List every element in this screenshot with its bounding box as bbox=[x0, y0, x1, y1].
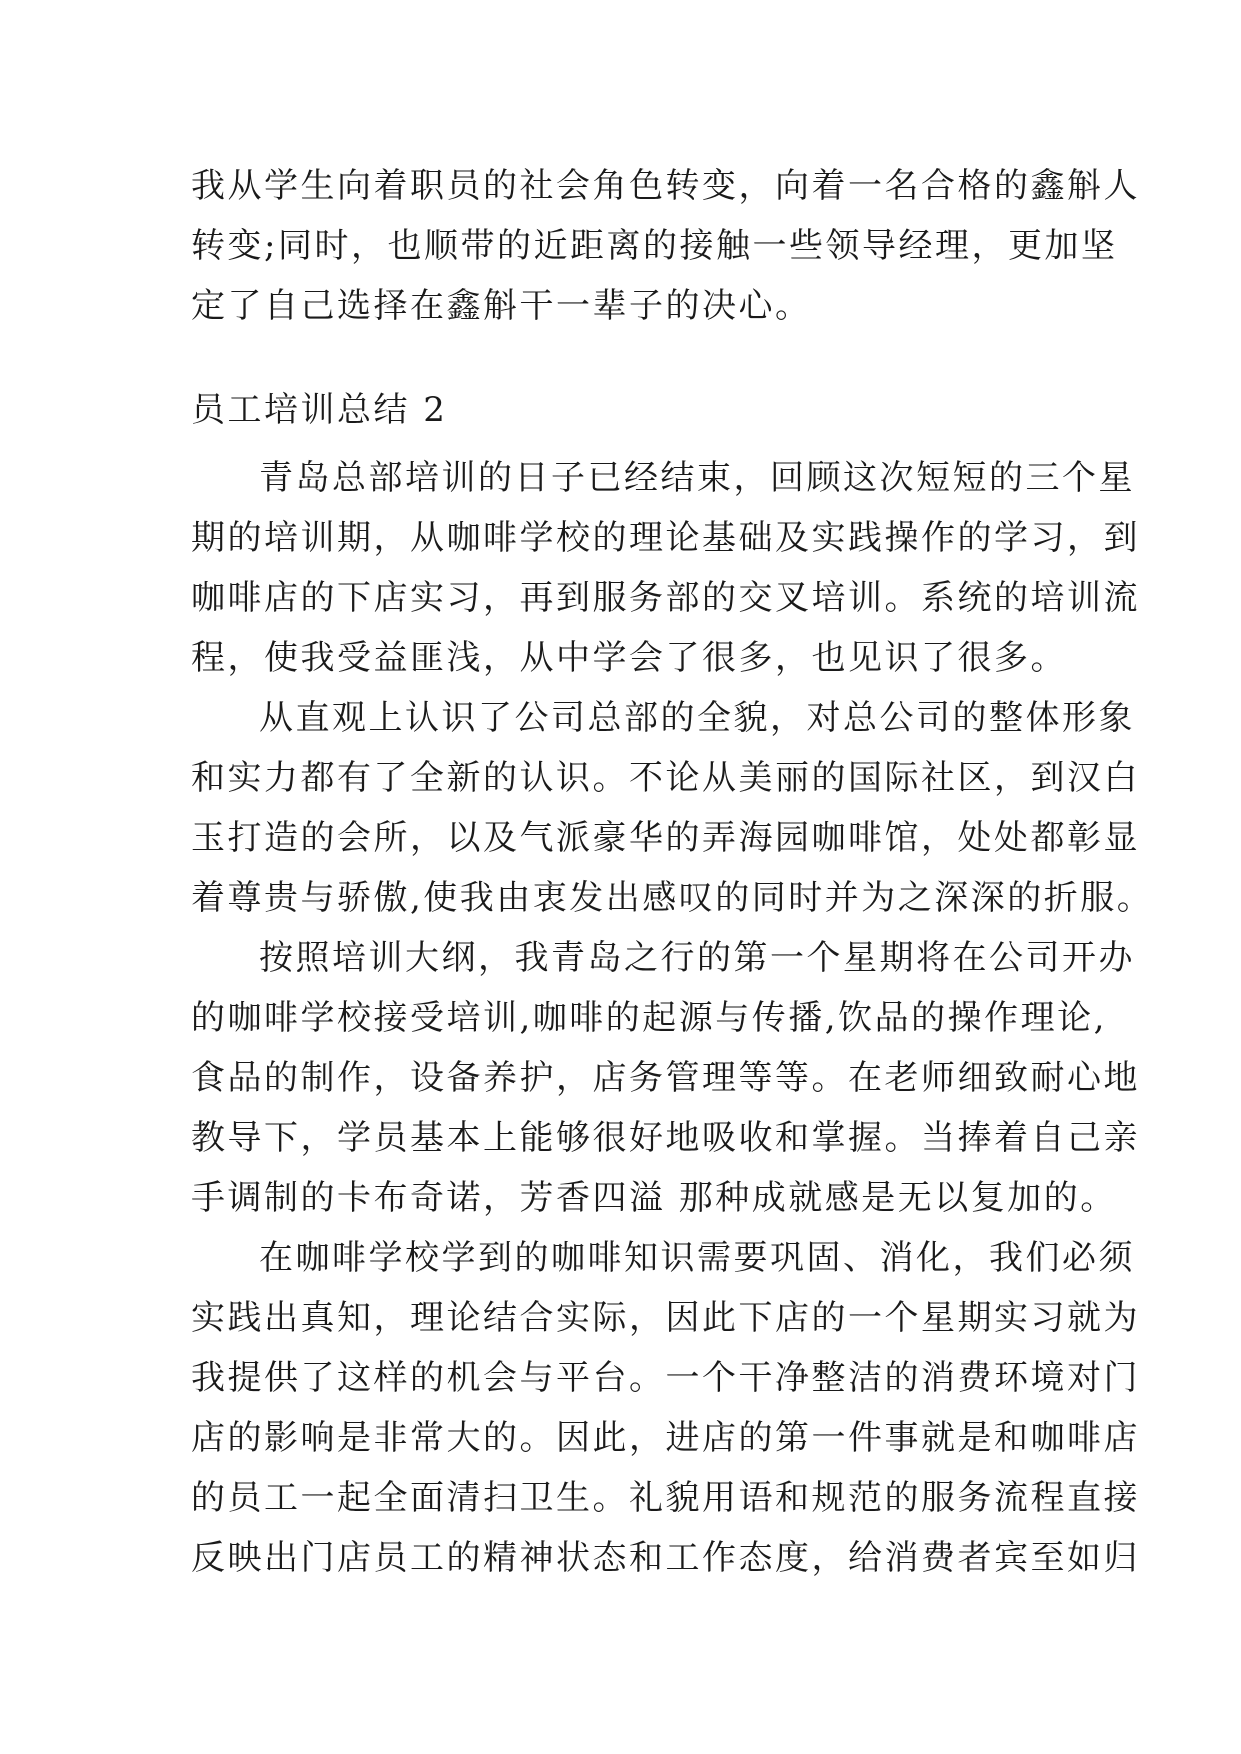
text-line: 玉打造的会所，以及气派豪华的弄海园咖啡馆，处处都彰显 bbox=[191, 818, 1140, 858]
text-line: 我从学生向着职员的社会角色转变，向着一名合格的鑫斛人 bbox=[191, 166, 1140, 206]
text-line: 食品的制作，设备养护，店务管理等等。在老师细致耐心地 bbox=[191, 1058, 1140, 1098]
text-line: 教导下，学员基本上能够很好地吸收和掌握。当捧着自己亲 bbox=[191, 1118, 1140, 1158]
paragraph bbox=[191, 928, 1140, 1228]
paragraph bbox=[191, 448, 1140, 688]
section-title: 员工培训总结 2 bbox=[191, 390, 448, 430]
text-line: 青岛总部培训的日子已经结束，回顾这次短短的三个星 bbox=[259, 458, 1135, 498]
text-line: 咖啡店的下店实习，再到服务部的交叉培训。系统的培训流 bbox=[191, 578, 1140, 618]
text-line: 手调制的卡布奇诺，芳香四溢 那种成就感是无以复加的。 bbox=[191, 1178, 1117, 1218]
text-line: 反映出门店员工的精神状态和工作态度，给消费者宾至如归 bbox=[191, 1538, 1140, 1578]
text-line: 定了自己选择在鑫斛干一辈子的决心。 bbox=[191, 286, 812, 326]
text-line: 和实力都有了全新的认识。不论从美丽的国际社区，到汉白 bbox=[191, 758, 1140, 798]
text-line: 实践出真知，理论结合实际，因此下店的一个星期实习就为 bbox=[191, 1298, 1140, 1338]
text-line: 在咖啡学校学到的咖啡知识需要巩固、消化，我们必须 bbox=[259, 1238, 1135, 1278]
paragraph bbox=[191, 1228, 1140, 1588]
text-line: 期的培训期，从咖啡学校的理论基础及实践操作的学习，到 bbox=[191, 518, 1140, 558]
text-line: 店的影响是非常大的。因此，进店的第一件事就是和咖啡店 bbox=[191, 1418, 1140, 1458]
intro-paragraph bbox=[191, 156, 1140, 336]
text-line: 转变;同时，也顺带的近距离的接触一些领导经理，更加坚 bbox=[191, 226, 1118, 266]
paragraph bbox=[191, 688, 1154, 928]
text-line: 我提供了这样的机会与平台。一个干净整洁的消费环境对门 bbox=[191, 1358, 1140, 1398]
text-line: 程，使我受益匪浅，从中学会了很多，也见识了很多。 bbox=[191, 638, 1067, 678]
section-body bbox=[191, 448, 1154, 1588]
text-line: 的咖啡学校接受培训,咖啡的起源与传播,饮品的操作理论, bbox=[191, 998, 1107, 1038]
text-line: 从直观上认识了公司总部的全貌，对总公司的整体形象 bbox=[259, 698, 1135, 738]
text-line: 按照培训大纲，我青岛之行的第一个星期将在公司开办 bbox=[259, 938, 1135, 978]
section-heading bbox=[191, 380, 1051, 440]
text-line: 着尊贵与骄傲,使我由衷发出感叹的同时并为之深深的折服。 bbox=[191, 878, 1154, 918]
text-line: 的员工一起全面清扫卫生。礼貌用语和规范的服务流程直接 bbox=[191, 1478, 1140, 1518]
